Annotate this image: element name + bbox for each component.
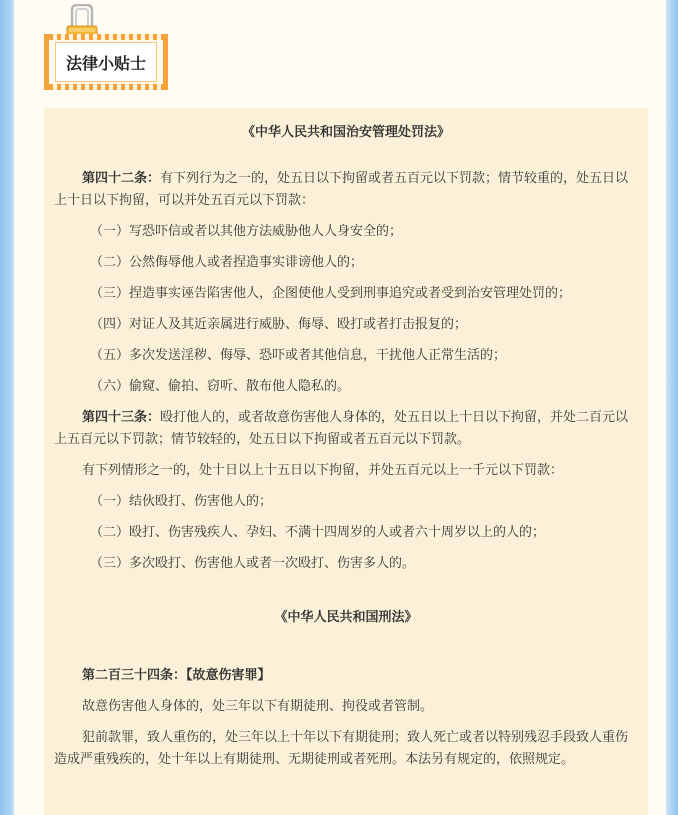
article-42-item: （一）写恐吓信或者以其他方法威胁他人人身安全的； xyxy=(90,224,403,239)
article-42-item: （五）多次发送淫秽、侮辱、恐吓或者其他信息，干扰他人正常生活的； xyxy=(90,348,507,363)
article-43-label: 第四十三条： xyxy=(82,410,161,425)
article-43-sub: 有下列情形之一的，处十日以上十五日以下拘留，并处五百元以上一千元以下罚款： xyxy=(82,463,564,478)
article-234-p2: 犯前款罪，致人重伤的，处三年以上十年以下有期徒刑；致人死亡或者以特别残忍手段致人重伤造成严重残疾的，处十年以上有期徒刑、无期徒刑或者死刑。本法另有规定的，依照规定。 xyxy=(54,730,629,767)
article-43 xyxy=(54,407,638,451)
section2-title: 《中华人民共和国刑法》 xyxy=(274,610,418,625)
article-42-text: 有下列行为之一的，处五日以下拘留或者五百元以下罚款；情节较重的，处五日以上十日以下拘留，可以并处五百元以下罚款： xyxy=(54,171,629,208)
article-43-item: （二）殴打、伤害残疾人、孕妇、不满十四周岁的人或者六十周岁以上的人的； xyxy=(90,525,546,540)
article-43-item: （三）多次殴打、伤害他人或者一次殴打、伤害多人的。 xyxy=(90,556,416,571)
content-body xyxy=(54,122,638,771)
article-234-heading xyxy=(54,665,638,687)
article-42 xyxy=(54,168,638,212)
article-42-item: （三）捏造事实诬告陷害他人，企图使他人受到刑事追究或者受到治安管理处罚的； xyxy=(90,286,572,301)
article-42-item: （六）偷窥、偷拍、窃听、散布他人隐私的。 xyxy=(90,379,351,394)
page xyxy=(14,0,666,815)
article-234-p1: 故意伤害他人身体的，处三年以下有期徒刑、拘役或者管制。 xyxy=(82,699,434,714)
article-42-label: 第四十二条： xyxy=(82,171,161,186)
article-43-item: （一）结伙殴打、伤害他人的； xyxy=(90,494,273,509)
right-frame xyxy=(666,0,678,815)
badge-title: 法律小贴士 xyxy=(65,53,146,73)
article-42-item: （四）对证人及其近亲属进行威胁、侮辱、殴打或者打击报复的； xyxy=(90,317,468,332)
content-panel xyxy=(44,108,648,815)
section1-title: 《中华人民共和国治安管理处罚法》 xyxy=(241,125,450,140)
article-42-item: （二）公然侮辱他人或者捏造事实诽谤他人的； xyxy=(90,255,364,270)
article-43-text: 殴打他人的，或者故意伤害他人身体的，处五日以上十日以下拘留，并处二百元以上五百元以下罚款；情节较轻的，处五日以下拘留或者五百元以下罚款。 xyxy=(54,410,629,447)
header-badge xyxy=(44,34,168,90)
header-badge-inner xyxy=(55,42,157,82)
article-234-label: 第二百三十四条：【故意伤害罪】 xyxy=(82,668,271,683)
